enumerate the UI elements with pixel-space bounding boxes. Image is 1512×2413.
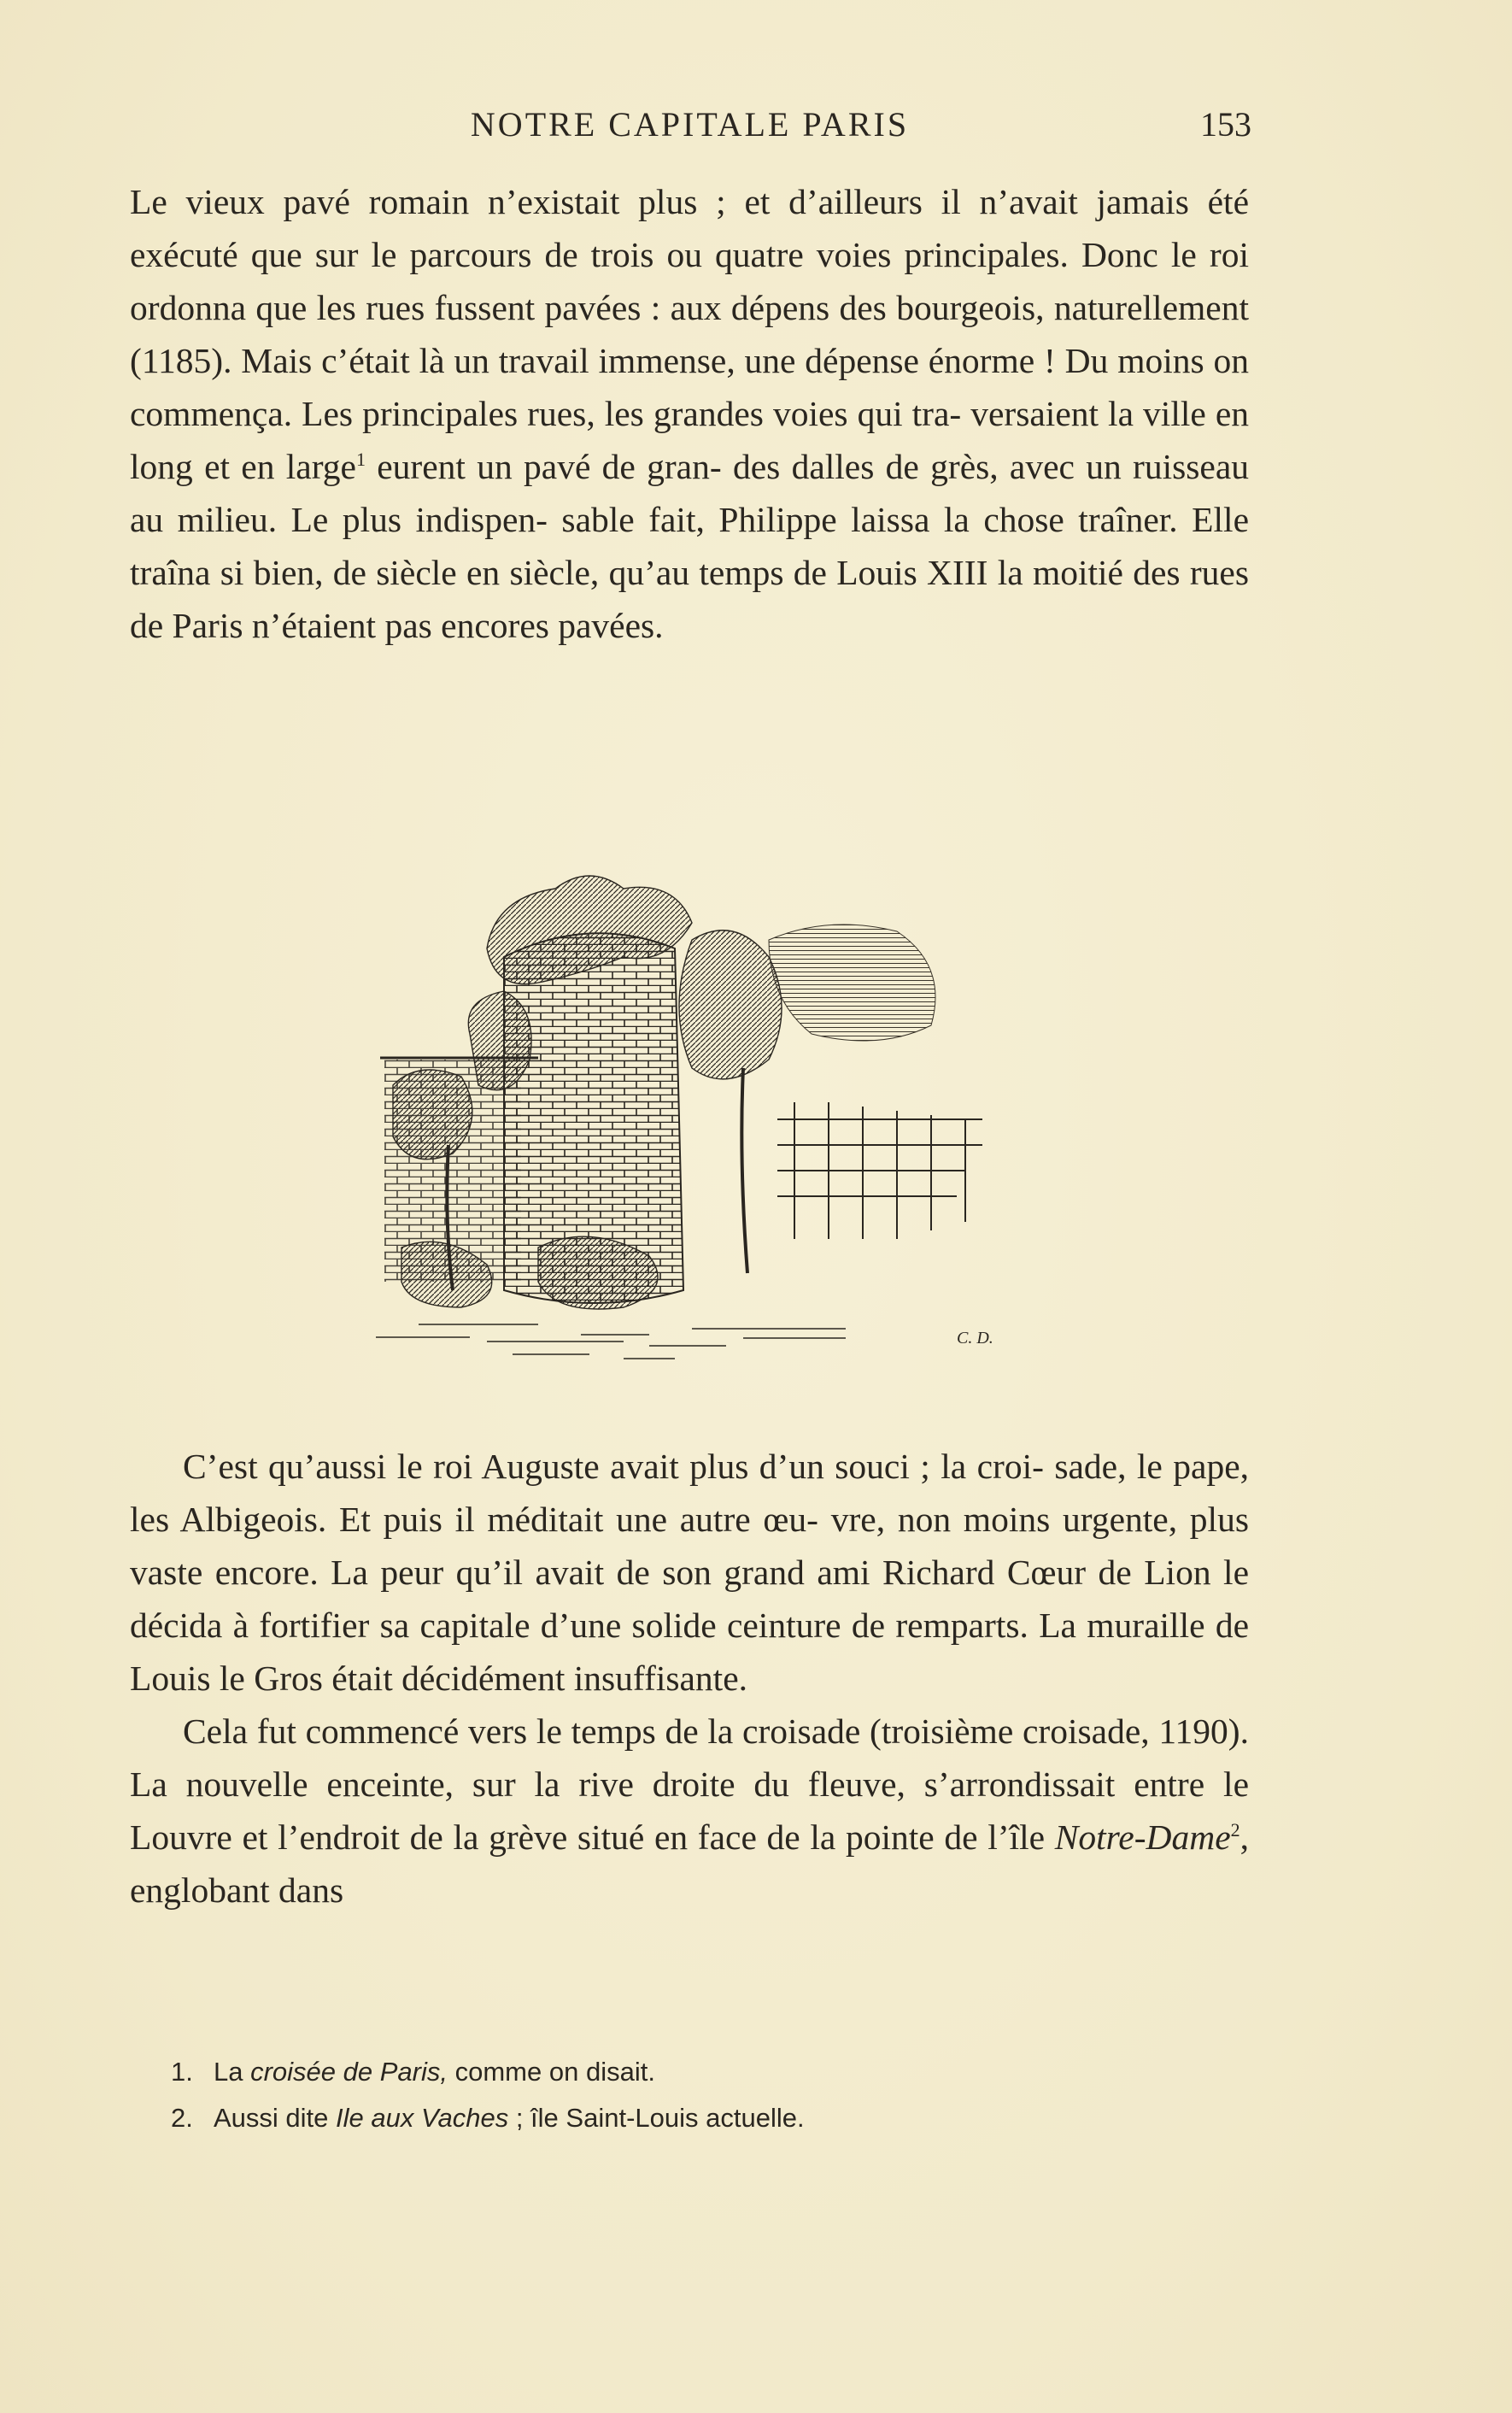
- footnote-italic: croisée de Paris,: [250, 2057, 448, 2087]
- footnote-1: [171, 2049, 1196, 2095]
- paragraph-3-italic: Notre-Dame: [1054, 1817, 1231, 1857]
- running-head: [128, 104, 1251, 147]
- footnote-2: [171, 2095, 1196, 2141]
- footnote-text: ; île Saint-Louis actuelle.: [508, 2103, 805, 2133]
- paragraph-2-text: C’est qu’aussi le roi Auguste avait plus d’un souci ; la croi- sade, le pape, les Albigeois. Et puis il méditait une autre œu- vre, non moins urgente, plus vaste encore. La peur qu’il avait de son grand ami Richard Cœur de Lion le décida à fortifier sa capitale d’une solide ceinture de remparts. La muraille de Louis le Gros était décidément insuffisante.: [130, 1447, 1249, 1698]
- paragraph-3-text-b: , englobant dans: [130, 1817, 1249, 1910]
- page-number: 153: [1200, 105, 1251, 144]
- footnote-text: comme on disait.: [448, 2057, 655, 2087]
- footnote-text: Aussi dite: [214, 2103, 337, 2133]
- footnote-ref-2: 2: [1230, 1819, 1240, 1841]
- paragraph-1-text-cont: eurent un pavé de gran- des dalles de grès, avec un ruisseau au milieu. Le plus indispen- sable fait, Philippe laissa la chose traîner. Elle traîna si bien, de siècle en siècle, qu’au temps de Louis XIII la moitié des rues de Paris n’étaient pas encores pavées.: [130, 447, 1250, 645]
- footnote-ref-1: 1: [355, 449, 366, 471]
- tower-engraving: [367, 863, 1017, 1376]
- paragraph-2: [130, 1440, 1249, 1917]
- paragraph-3-text-a: Cela fut commencé vers le temps de la croisade (troisième croisade, 1190). La nouvelle enceinte, sur la rive droite du fleuve, s’arrondissait entre le Louvre et l’endroit de la grève situé en face de la pointe de l’île: [130, 1711, 1249, 1857]
- paragraph-1: [130, 175, 1249, 652]
- footnote-italic: Ile aux Vaches: [336, 2103, 509, 2133]
- right-foliage: [769, 925, 935, 1041]
- paragraph-1-text: Le vieux pavé romain n’existait plus ; et d’ailleurs il n’avait jamais été exécuté que sur le parcours de trois ou quatre voies principales. Donc le roi ordonna que les rues fussent pavées : aux dépens des bourgeois, naturellement (1185). Mais c’était là un travail immense, une dépense énorme ! Du moins on commença. Les principales rues, les grandes voies qui tra- versaient la ville en long et en large: [130, 182, 1249, 486]
- footnote-number: 2.: [171, 2103, 193, 2133]
- engraver-signature: C. D.: [957, 1329, 993, 1347]
- footnote-text: La: [214, 2057, 251, 2087]
- paragraph-3: [130, 1705, 1249, 1917]
- fence: [777, 1102, 982, 1239]
- running-title: NOTRE CAPITALE PARIS: [470, 105, 910, 144]
- footnotes: [171, 2049, 1196, 2141]
- footnote-number: 1.: [171, 2057, 193, 2087]
- ground-lines: [376, 1324, 846, 1359]
